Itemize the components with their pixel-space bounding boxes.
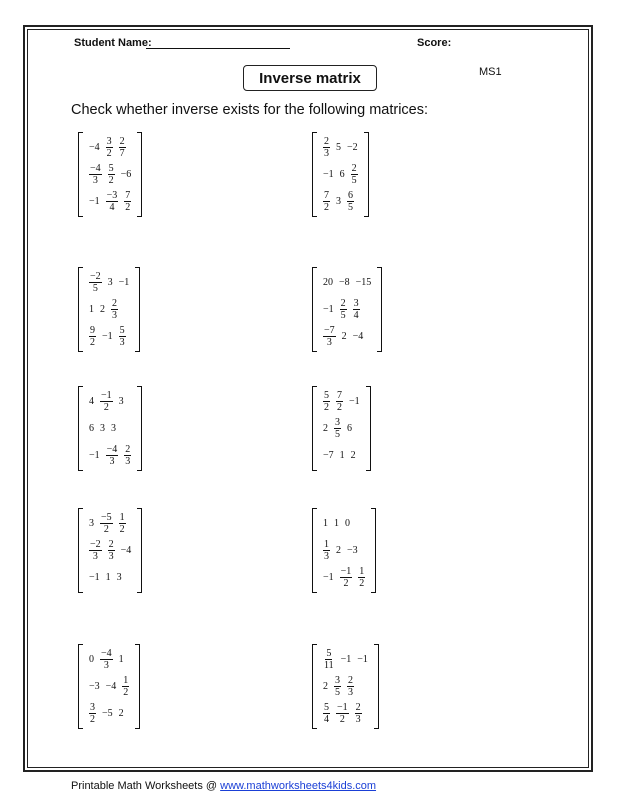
- fraction-denominator: 2: [119, 524, 125, 535]
- matrix-cell: 2: [323, 681, 328, 692]
- matrix-right-bracket: [371, 508, 376, 593]
- matrix-cell: [121, 444, 134, 467]
- matrix-grid: [317, 386, 366, 471]
- matrix-cell: 20: [323, 277, 333, 288]
- matrix-cell: [350, 298, 363, 321]
- fraction-numerator: 2: [355, 702, 361, 713]
- fraction: [108, 539, 115, 562]
- fraction-numerator: 5: [108, 163, 114, 174]
- matrix-cell: [320, 190, 333, 213]
- matrix-cell: −4: [352, 331, 364, 342]
- matrix-cell: 1: [118, 654, 124, 665]
- fraction-denominator: 11: [324, 660, 334, 671]
- matrix-cell: −1: [89, 450, 100, 461]
- fraction-numerator: −4: [90, 163, 101, 174]
- fraction: [323, 190, 330, 213]
- fraction: [119, 325, 126, 348]
- fraction: [100, 390, 113, 413]
- fraction: [119, 512, 126, 535]
- matrix-cell: [331, 675, 344, 698]
- worksheet-title-text: Inverse matrix: [259, 69, 361, 87]
- matrix-cell: [116, 325, 129, 348]
- fraction-denominator: 4: [353, 310, 359, 321]
- matrix-row: [86, 323, 132, 350]
- matrix-cell: −4: [89, 142, 100, 153]
- matrix-right-bracket: [366, 386, 371, 471]
- matrix-right-bracket: [377, 267, 382, 352]
- matrix-cell: −1: [89, 572, 100, 583]
- fraction-numerator: 1: [119, 512, 125, 523]
- matrix-cell: −1: [349, 396, 360, 407]
- fraction: [106, 136, 113, 159]
- matrix-row: [320, 415, 363, 442]
- student-name-line: [146, 48, 290, 49]
- matrix-cell: 3: [118, 396, 124, 407]
- fraction-numerator: 6: [348, 190, 353, 201]
- matrix-4: [312, 267, 382, 352]
- score-label: Score:: [417, 37, 452, 49]
- matrix-grid: [317, 644, 374, 729]
- fraction: [347, 675, 354, 698]
- fraction-numerator: 3: [335, 675, 340, 686]
- fraction-numerator: 5: [324, 390, 329, 401]
- fraction: [89, 539, 102, 562]
- matrix-row: [320, 188, 361, 215]
- fraction: [100, 512, 113, 535]
- fraction-numerator: 2: [351, 163, 357, 174]
- matrix-cell: 2: [323, 423, 328, 434]
- fraction: [122, 675, 129, 698]
- matrix-cell: [108, 298, 121, 321]
- fraction-denominator: 5: [340, 310, 346, 321]
- fraction: [334, 675, 341, 698]
- matrix-cell: 1: [89, 304, 94, 315]
- matrix-cell: [352, 702, 365, 725]
- matrix-cell: [337, 566, 356, 589]
- matrix-2: [312, 132, 369, 217]
- matrix-cell: [355, 566, 368, 589]
- fraction-denominator: 3: [92, 175, 98, 186]
- matrix-cell: [333, 390, 346, 413]
- matrix-right-bracket: [364, 132, 369, 217]
- fraction-denominator: 5: [335, 687, 340, 698]
- matrix-cell: 4: [89, 396, 94, 407]
- matrix-cell: [320, 648, 338, 671]
- fraction-numerator: −4: [106, 444, 118, 455]
- matrix-row: [86, 537, 134, 564]
- fraction: [106, 444, 119, 467]
- matrix-row: [320, 700, 371, 727]
- matrix-cell: [97, 512, 116, 535]
- fraction-numerator: −1: [337, 702, 348, 713]
- matrix-row: [86, 388, 134, 415]
- fraction-numerator: −7: [324, 325, 335, 336]
- fraction-denominator: 2: [123, 687, 129, 698]
- matrix-right-bracket: [135, 267, 140, 352]
- fraction-denominator: 3: [103, 660, 109, 671]
- matrix-cell: −1: [357, 654, 368, 665]
- matrix-cell: [97, 390, 116, 413]
- matrix-cell: [103, 136, 116, 159]
- fraction-numerator: −4: [101, 648, 112, 659]
- fraction: [323, 325, 336, 348]
- matrix-row: [86, 188, 134, 215]
- fraction: [323, 390, 330, 413]
- fraction-denominator: 3: [125, 456, 131, 467]
- fraction-numerator: 5: [119, 325, 125, 336]
- fraction: [106, 190, 119, 213]
- fraction-denominator: 2: [90, 714, 95, 725]
- matrix-cell: [86, 702, 99, 725]
- fraction: [323, 648, 335, 671]
- fraction: [89, 271, 102, 294]
- matrix-5: [78, 386, 142, 471]
- fraction: [340, 298, 347, 321]
- matrix-cell: −1: [89, 196, 100, 207]
- fraction-denominator: 3: [119, 337, 125, 348]
- fraction-numerator: 2: [119, 136, 125, 147]
- matrix-row: [86, 134, 134, 161]
- fraction-numerator: −1: [101, 390, 112, 401]
- matrix-grid: [317, 132, 364, 217]
- matrix-cell: 1: [105, 572, 111, 583]
- matrix-cell: [103, 190, 122, 213]
- matrix-cell: −1: [323, 169, 334, 180]
- matrix-cell: [86, 325, 99, 348]
- matrix-cell: −3: [89, 681, 100, 692]
- matrix-cell: 1: [339, 450, 345, 461]
- matrix-cell: 3: [89, 518, 94, 529]
- matrix-cell: 3: [100, 423, 105, 434]
- matrix-cell: −2: [347, 142, 358, 153]
- matrix-cell: [105, 163, 118, 186]
- matrix-cell: [333, 702, 352, 725]
- fraction-denominator: 4: [109, 202, 115, 213]
- matrix-cell: −6: [120, 169, 132, 180]
- fraction-denominator: 2: [324, 402, 329, 413]
- matrix-cell: [320, 702, 333, 725]
- fraction: [323, 136, 330, 159]
- fraction: [355, 702, 362, 725]
- fraction: [119, 136, 126, 159]
- fraction-denominator: 5: [351, 175, 357, 186]
- matrix-row: [320, 161, 361, 188]
- matrix-cell: 2: [350, 450, 356, 461]
- matrix-row: [320, 442, 363, 469]
- fraction-numerator: 3: [90, 702, 95, 713]
- matrix-row: [86, 296, 132, 323]
- matrix-cell: −8: [339, 277, 350, 288]
- fraction-numerator: 9: [90, 325, 95, 336]
- matrix-cell: −4: [105, 681, 117, 692]
- fraction-numerator: 7: [125, 190, 131, 201]
- matrix-row: [320, 646, 371, 673]
- matrix-cell: −1: [102, 331, 113, 342]
- matrix-1: [78, 132, 142, 217]
- fraction-numerator: 7: [337, 390, 342, 401]
- matrix-cell: 2: [336, 545, 341, 556]
- matrix-row: [86, 510, 134, 537]
- fraction-denominator: 3: [109, 456, 115, 467]
- fraction: [89, 163, 102, 186]
- matrix-grid: [83, 508, 137, 593]
- matrix-cell: −1: [118, 277, 130, 288]
- fraction: [111, 298, 118, 321]
- matrix-cell: [320, 539, 333, 562]
- matrix-cell: [344, 190, 357, 213]
- fraction-numerator: −2: [90, 539, 101, 550]
- matrix-right-bracket: [374, 644, 379, 729]
- fraction-denominator: 2: [339, 714, 345, 725]
- fraction-denominator: 2: [90, 337, 95, 348]
- matrix-cell: −1: [340, 654, 352, 665]
- fraction: [89, 325, 96, 348]
- matrix-cell: 6: [339, 169, 345, 180]
- fraction: [336, 702, 349, 725]
- fraction: [353, 298, 360, 321]
- fraction-denominator: 3: [355, 714, 361, 725]
- matrix-cell: [320, 136, 333, 159]
- matrix-right-bracket: [137, 132, 142, 217]
- matrix-cell: 2: [118, 708, 124, 719]
- fraction-denominator: 2: [359, 578, 365, 589]
- matrix-row: [320, 510, 368, 537]
- matrix-cell: [344, 675, 357, 698]
- matrix-row: [320, 296, 374, 323]
- fraction-denominator: 2: [125, 202, 131, 213]
- matrix-row: [86, 673, 132, 700]
- matrix-cell: 3: [107, 277, 113, 288]
- footer: [71, 780, 376, 792]
- matrix-cell: 3: [116, 572, 122, 583]
- fraction-denominator: 3: [324, 551, 329, 562]
- fraction-numerator: 1: [324, 539, 329, 550]
- fraction-denominator: 7: [119, 148, 125, 159]
- matrix-grid: [83, 386, 137, 471]
- matrix-cell: [105, 539, 118, 562]
- matrix-row: [320, 269, 374, 296]
- fraction-denominator: 3: [348, 687, 353, 698]
- matrix-cell: [320, 325, 339, 348]
- matrix-row: [320, 537, 368, 564]
- matrix-cell: 5: [336, 142, 341, 153]
- fraction-denominator: 2: [106, 148, 112, 159]
- matrix-right-bracket: [137, 386, 142, 471]
- matrix-cell: [320, 390, 333, 413]
- student-name-label: Student Name:: [74, 37, 152, 49]
- fraction-denominator: 5: [335, 429, 340, 440]
- fraction: [108, 163, 115, 186]
- fraction-numerator: 3: [335, 417, 340, 428]
- matrix-cell: 0: [89, 654, 94, 665]
- matrix-cell: [331, 417, 344, 440]
- matrix-row: [86, 646, 132, 673]
- fraction-denominator: 3: [92, 551, 98, 562]
- matrix-row: [320, 388, 363, 415]
- matrix-cell: −1: [323, 572, 334, 583]
- fraction-denominator: 3: [326, 337, 332, 348]
- matrix-cell: 6: [347, 423, 352, 434]
- fraction: [347, 190, 354, 213]
- matrix-cell: 0: [345, 518, 350, 529]
- fraction-numerator: 2: [348, 675, 353, 686]
- matrix-10: [312, 644, 379, 729]
- fraction: [323, 539, 330, 562]
- matrix-3: [78, 267, 140, 352]
- matrix-row: [86, 415, 134, 442]
- fraction-denominator: 2: [337, 402, 342, 413]
- fraction-denominator: 2: [108, 175, 114, 186]
- matrix-cell: −7: [323, 450, 334, 461]
- matrix-cell: [121, 190, 134, 213]
- matrix-grid: [317, 267, 377, 352]
- matrix-8: [312, 508, 376, 593]
- matrix-grid: [83, 132, 137, 217]
- fraction-denominator: 3: [108, 551, 114, 562]
- fraction-numerator: 2: [112, 298, 117, 309]
- fraction-numerator: 2: [324, 136, 329, 147]
- matrix-row: [320, 134, 361, 161]
- matrix-cell: [119, 675, 132, 698]
- fraction-numerator: 2: [340, 298, 346, 309]
- matrix-row: [86, 442, 134, 469]
- matrix-cell: 3: [111, 423, 116, 434]
- footer-link[interactable]: www.mathworksheets4kids.com: [220, 780, 377, 792]
- fraction-numerator: 7: [324, 190, 329, 201]
- worksheet-title: [243, 65, 377, 91]
- matrix-9: [78, 644, 140, 729]
- matrix-cell: [116, 512, 129, 535]
- matrix-cell: [348, 163, 361, 186]
- fraction-denominator: 2: [324, 202, 329, 213]
- matrix-grid: [83, 267, 135, 352]
- fraction-numerator: 2: [108, 539, 114, 550]
- matrix-cell: −1: [323, 304, 334, 315]
- matrix-cell: 3: [336, 196, 341, 207]
- matrix-row: [86, 700, 132, 727]
- matrix-cell: −4: [120, 545, 132, 556]
- matrix-cell: [103, 444, 122, 467]
- fraction-numerator: −5: [101, 512, 112, 523]
- matrix-7: [78, 508, 142, 593]
- fraction: [124, 444, 131, 467]
- matrix-6: [312, 386, 371, 471]
- matrix-cell: 2: [100, 304, 105, 315]
- fraction-denominator: 2: [103, 524, 109, 535]
- fraction-numerator: 3: [353, 298, 359, 309]
- matrix-row: [320, 564, 368, 591]
- fraction-numerator: 3: [106, 136, 112, 147]
- fraction: [124, 190, 131, 213]
- matrix-right-bracket: [137, 508, 142, 593]
- fraction: [323, 702, 330, 725]
- fraction-numerator: −1: [340, 566, 352, 577]
- matrix-cell: [337, 298, 350, 321]
- fraction-numerator: 1: [123, 675, 129, 686]
- fraction-denominator: 2: [343, 578, 349, 589]
- matrix-right-bracket: [135, 644, 140, 729]
- fraction: [340, 566, 353, 589]
- fraction: [100, 648, 113, 671]
- fraction-numerator: 1: [359, 566, 365, 577]
- matrix-cell: 6: [89, 423, 94, 434]
- fraction-numerator: 5: [324, 702, 329, 713]
- fraction-denominator: 5: [92, 283, 98, 294]
- matrix-row: [86, 564, 134, 591]
- instruction-text: Check whether inverse exists for the following matrices:: [71, 102, 429, 118]
- fraction-denominator: 2: [103, 402, 109, 413]
- fraction-denominator: 5: [348, 202, 353, 213]
- fraction-numerator: 2: [125, 444, 131, 455]
- matrix-cell: [86, 163, 105, 186]
- footer-text: Printable Math Worksheets @: [71, 780, 221, 792]
- matrix-row: [86, 161, 134, 188]
- matrix-grid: [317, 508, 371, 593]
- matrix-cell: [97, 648, 116, 671]
- matrix-cell: −5: [102, 708, 113, 719]
- fraction-denominator: 3: [324, 148, 329, 159]
- fraction-denominator: 4: [324, 714, 329, 725]
- fraction: [334, 417, 341, 440]
- fraction: [336, 390, 343, 413]
- fraction: [358, 566, 365, 589]
- matrix-cell: [86, 539, 105, 562]
- matrix-row: [320, 673, 371, 700]
- fraction-numerator: 5: [326, 648, 332, 659]
- matrix-cell: −3: [347, 545, 358, 556]
- fraction-numerator: −3: [106, 190, 118, 201]
- worksheet-code: MS1: [479, 66, 502, 78]
- fraction: [351, 163, 358, 186]
- matrix-cell: 1: [323, 518, 328, 529]
- matrix-cell: 1: [334, 518, 339, 529]
- matrix-cell: [86, 271, 105, 294]
- fraction-numerator: −2: [90, 271, 101, 282]
- matrix-cell: −15: [355, 277, 372, 288]
- fraction: [89, 702, 96, 725]
- matrix-row: [320, 323, 374, 350]
- fraction-denominator: 3: [112, 310, 117, 321]
- matrix-cell: 2: [341, 331, 347, 342]
- matrix-row: [86, 269, 132, 296]
- matrix-cell: [116, 136, 129, 159]
- matrix-grid: [83, 644, 135, 729]
